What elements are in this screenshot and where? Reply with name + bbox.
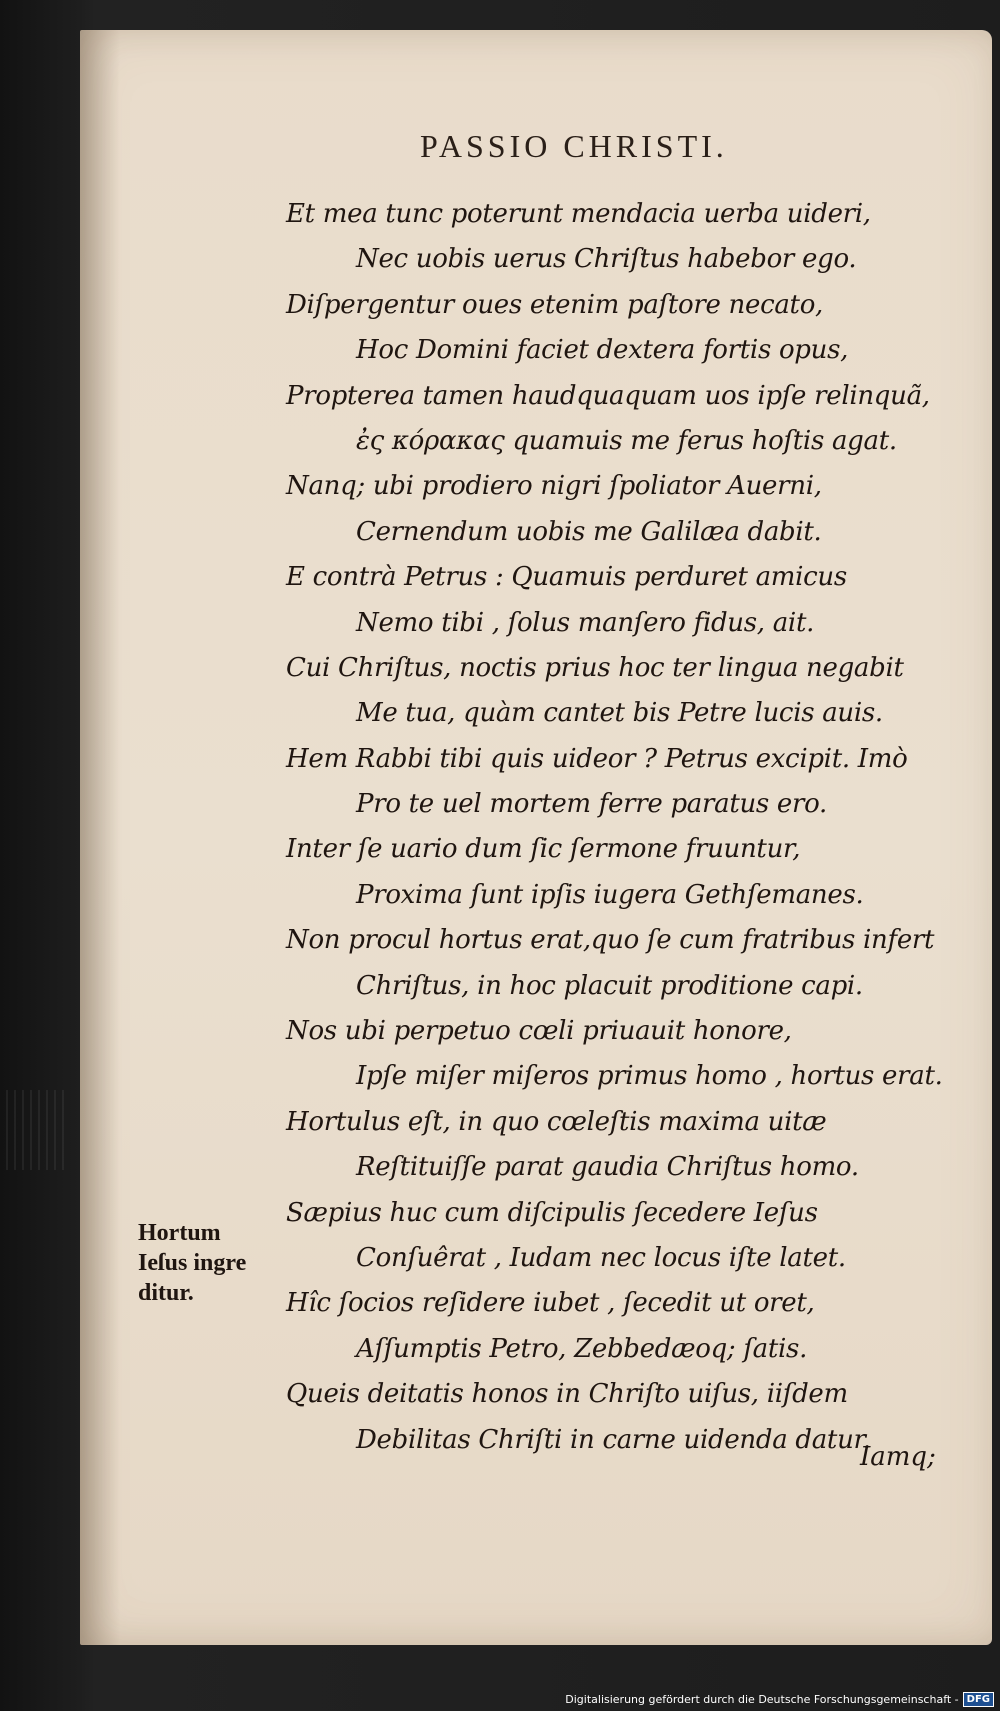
- verse-line: Cui Chriſtus, noctis prius hoc ter lingua negabit: [286, 652, 904, 683]
- verse-line: E contrà Petrus : Quamuis perduret amicus: [286, 562, 847, 593]
- verse-line: Hîc ſocios reſidere iubet , ſecedit ut oret,: [286, 1288, 815, 1319]
- verse-line: Hortulus eſt, in quo cœleſtis maxima uitæ: [286, 1106, 827, 1137]
- verse-line: Inter ſe uario dum ſic ſermone fruuntur,: [286, 834, 801, 865]
- verse-line: Hoc Domini faciet dextera fortis opus,: [356, 335, 849, 366]
- verse-line: Reſtituiſſe parat gaudia Chriſtus homo.: [356, 1152, 859, 1183]
- verse-line: Nec uobis uerus Chriſtus habebor ego.: [356, 244, 857, 275]
- margin-note: [138, 1218, 288, 1308]
- verse-line: Debilitas Chriſti in carne uidenda datur.: [356, 1424, 871, 1455]
- verse-line: Cernendum uobis me Galilæa dabit.: [356, 516, 822, 547]
- gutter-shadow: [80, 30, 120, 1645]
- verse-text: [286, 192, 986, 1463]
- verse-line: Propterea tamen haudquaquam uos ipſe relinquã,: [286, 380, 930, 411]
- verse-line: Chriſtus, in hoc placuit proditione capi.: [356, 970, 863, 1001]
- margin-note-line: ditur.: [138, 1280, 194, 1306]
- verse-line: ἐς κόρακας quamuis me ferus hoſtis agat.: [356, 425, 897, 456]
- verse-line: Nanq; ubi prodiero nigri ſpoliator Auerni,: [286, 471, 822, 502]
- digitization-footer: [565, 1692, 994, 1707]
- verse-line: Ipſe miſer miſeros primus homo , hortus erat.: [356, 1061, 943, 1092]
- verse-line: Hem Rabbi tibi quis uideor ? Petrus excipit. Imò: [286, 743, 908, 774]
- verse-line: Proxima ſunt ipſis iugera Gethſemanes.: [356, 879, 864, 910]
- running-head: PASSIO CHRISTI.: [420, 128, 728, 164]
- margin-note-line: Hortum: [138, 1220, 221, 1246]
- scan-edge-artifact: [0, 1090, 70, 1170]
- verse-line: Queis deitatis honos in Chriſto uiſus, iiſdem: [286, 1379, 848, 1410]
- verse-line: Nos ubi perpetuo cœli priuauit honore,: [286, 1016, 792, 1047]
- verse-line: Nemo tibi , ſolus manſero fidus, ait.: [356, 607, 815, 638]
- margin-note-line: Ieſus ingre: [138, 1250, 247, 1276]
- verse-line: Me tua, quàm cantet bis Petre lucis auis.: [356, 698, 883, 729]
- footer-text: Digitalisierung gefördert durch die Deutsche Forschungsgemeinschaft -: [565, 1693, 959, 1706]
- verse-line: Sæpius huc cum diſcipulis ſecedere Ieſus: [286, 1197, 818, 1228]
- verse-line: Pro te uel mortem ferre paratus ero.: [356, 789, 828, 820]
- verse-line: Diſpergentur oues etenim paſtore necato,: [286, 289, 824, 320]
- verse-line: Et mea tunc poterunt mendacia uerba uideri,: [286, 199, 871, 229]
- verse-line: Conſuêrat , Iudam nec locus iſte latet.: [356, 1242, 846, 1273]
- dfg-logo-icon: DFG: [963, 1692, 994, 1707]
- verse-line: Aſſumptis Petro, Zebbedæoq; ſatis.: [356, 1333, 808, 1364]
- catchword: Iamq;: [860, 1442, 936, 1472]
- verse-line: Non procul hortus erat,quo ſe cum fratribus infert: [286, 925, 935, 956]
